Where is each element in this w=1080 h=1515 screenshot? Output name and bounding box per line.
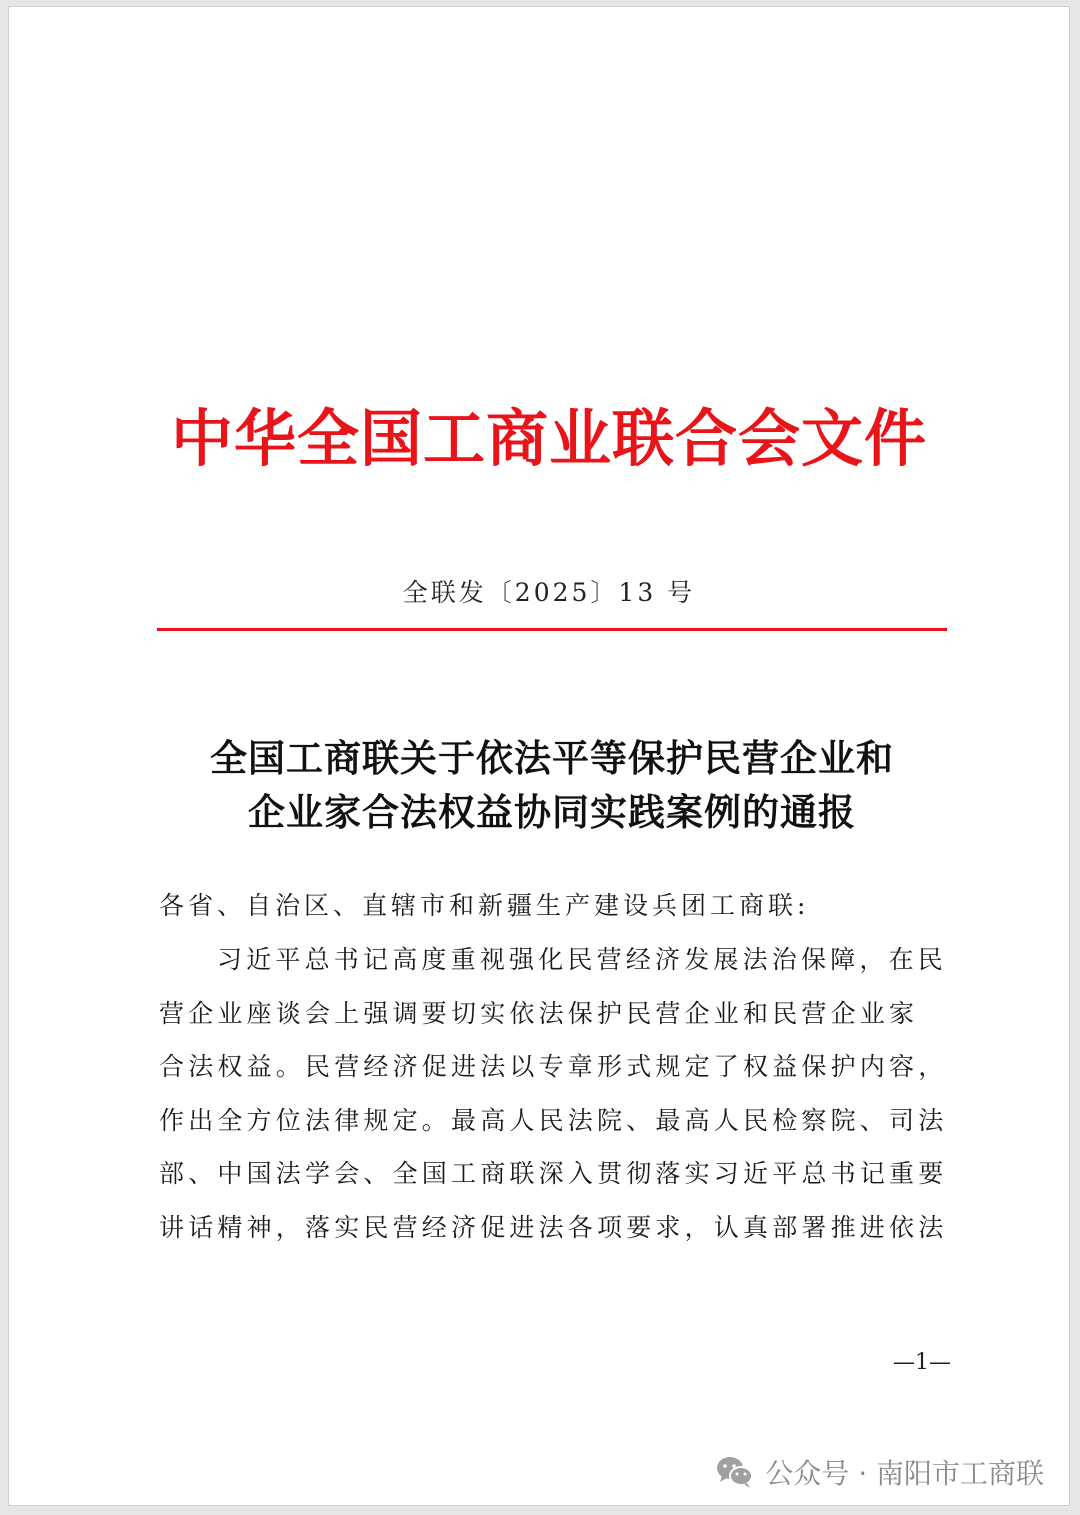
document-number: 全联发〔2025〕13 号 — [402, 578, 696, 607]
addressee: 各省、自治区、直辖市和新疆生产建设兵团工商联: — [159, 891, 810, 920]
watermark-text: 公众号 · 南阳市工商联 — [765, 1457, 1044, 1490]
document-page — [8, 6, 1070, 1506]
body-line: 讲话精神，落实民营经济促进法各项要求，认真部署推进依法 — [159, 1212, 948, 1242]
body-line: 习近平总书记高度重视强化民营经济发展法治保障，在民 — [217, 945, 948, 974]
body-line: 作出全方位法律规定。最高人民法院、最高人民检察院、司法 — [159, 1105, 948, 1135]
body-text — [159, 933, 948, 1254]
title-line-2: 企业家合法权益协同实践案例的通报 — [248, 790, 856, 834]
document-title — [149, 731, 955, 839]
red-divider — [157, 628, 947, 631]
body-line: 营企业座谈会上强调要切实依法保护民营企业和民营企业家 — [159, 998, 919, 1028]
wechat-icon — [715, 1455, 755, 1489]
watermark — [715, 1452, 1044, 1492]
page-number: —1— — [893, 1350, 951, 1375]
body-line: 合法权益。民营经济促进法以专章形式规定了权益保护内容， — [159, 1052, 948, 1081]
title-line-1: 全国工商联关于依法平等保护民营企业和 — [210, 736, 894, 780]
body-line: 部、中国法学会、全国工商联深入贯彻落实习近平总书记重要 — [159, 1159, 948, 1188]
issuer-title: 中华全国工商业联合会文件 — [170, 402, 927, 475]
